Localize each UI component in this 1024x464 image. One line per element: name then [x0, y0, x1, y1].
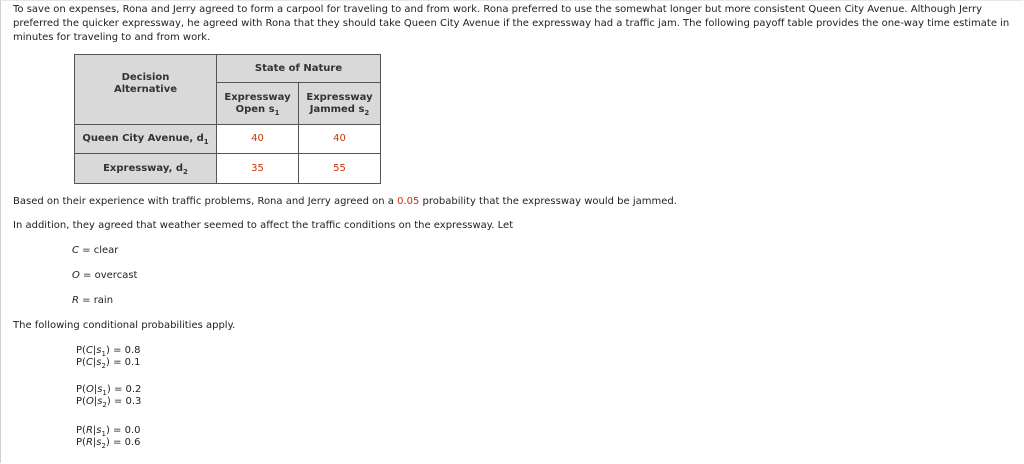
s2-sub: 2	[364, 108, 370, 117]
prob-bar: |	[92, 357, 97, 368]
experience-sentence	[13, 196, 677, 207]
prob-state: s	[96, 345, 102, 356]
prob-value: 0.2	[125, 384, 142, 395]
s2-header	[299, 83, 381, 125]
experience-after: probability that the expressway would be jammed.	[419, 196, 677, 207]
prob-state: s	[96, 437, 102, 448]
prob-state-sub: 2	[101, 442, 106, 450]
prob-bar: |	[92, 345, 97, 356]
conditional-intro: The following conditional probabilities apply.	[13, 320, 236, 331]
prob-value: 0.8	[124, 345, 141, 356]
weather-intro: In addition, they agreed that weather seemed to affect the traffic conditions on the expressway. Let	[13, 220, 514, 231]
prob-value: 0.6	[124, 437, 141, 448]
probability-group-overcast	[76, 384, 141, 408]
prob-bar: |	[93, 396, 98, 407]
probability-item	[76, 345, 141, 357]
row-label	[75, 154, 217, 184]
definition-symbol: R	[72, 295, 79, 306]
cell-value: 55	[299, 154, 381, 184]
cell-value: 35	[217, 154, 299, 184]
payoff-table	[74, 54, 381, 184]
prob-prefix: P(	[76, 384, 86, 395]
prob-suffix: ) =	[105, 345, 125, 356]
prob-event: C	[85, 357, 93, 368]
prob-event: R	[85, 437, 93, 448]
table-row	[75, 154, 381, 184]
prob-prefix: P(	[76, 345, 86, 356]
prob-prefix: P(	[76, 357, 86, 368]
s1-header	[217, 83, 299, 125]
prob-prefix: P(	[76, 425, 86, 436]
prob-state: s	[96, 357, 102, 368]
s1-header-line1: Expressway	[224, 91, 291, 103]
definition-text: = overcast	[79, 270, 138, 281]
probability-group-rain	[76, 425, 141, 449]
prob-event: R	[85, 425, 93, 436]
prob-state: s	[96, 425, 102, 436]
s1-header-line2: Open s	[235, 103, 275, 115]
prob-event: C	[85, 345, 93, 356]
probability-item	[76, 396, 141, 408]
probability-item	[76, 425, 141, 437]
intro-paragraph: To save on expenses, Rona and Jerry agreed to form a carpool for traveling to and from work. Rona preferred to use the somewhat longer but more consistent Queen City Avenue. Although Jerry preferred the quicker expressway, he agreed with Rona that they should take Queen City Avenue if the expressway had a traffic jam. The following payoff table provides the one-way time estimate in minutes for traveling to and from work.	[13, 4, 1010, 43]
prob-bar: |	[92, 425, 97, 436]
prob-value: 0.1	[124, 357, 141, 368]
prob-prefix: P(	[76, 396, 86, 407]
table-row	[75, 125, 381, 154]
definition-symbol: C	[72, 245, 79, 256]
prob-event: O	[85, 384, 94, 395]
prob-event: O	[85, 396, 94, 407]
definition-text: = clear	[78, 245, 119, 256]
decision-header	[75, 55, 217, 125]
definition-item	[72, 295, 113, 306]
definition-item	[72, 270, 137, 281]
row-label-text: Queen City Avenue, d	[82, 133, 204, 144]
prob-state: s	[97, 384, 103, 395]
decision-header-line1: Decision	[121, 71, 170, 83]
row-label-sub: 1	[203, 138, 209, 146]
definition-symbol: O	[72, 270, 80, 281]
s2-header-line2: Jammed s	[309, 103, 365, 115]
prob-state-sub: 1	[101, 430, 106, 438]
prob-state-sub: 2	[101, 362, 106, 370]
prob-suffix: ) =	[106, 384, 126, 395]
probability-item	[76, 384, 141, 396]
definition-text: = rain	[78, 295, 114, 306]
prob-suffix: ) =	[105, 437, 125, 448]
prob-state-sub: 2	[102, 401, 107, 409]
jam-probability: 0.05	[397, 196, 420, 207]
cell-value: 40	[299, 125, 381, 154]
prob-bar: |	[93, 384, 98, 395]
row-label	[75, 125, 217, 154]
prob-bar: |	[92, 437, 97, 448]
s2-header-line1: Expressway	[306, 91, 373, 103]
prob-prefix: P(	[76, 437, 86, 448]
prob-suffix: ) =	[106, 396, 126, 407]
prob-state: s	[97, 396, 103, 407]
decision-header-line2: Alternative	[113, 83, 178, 95]
s1-sub: 1	[274, 108, 280, 117]
definition-item	[72, 245, 118, 256]
prob-state-sub: 1	[101, 350, 106, 358]
prob-suffix: ) =	[105, 425, 125, 436]
probability-item	[76, 437, 141, 449]
state-of-nature-header: State of Nature	[217, 55, 381, 83]
prob-suffix: ) =	[105, 357, 125, 368]
prob-state-sub: 1	[102, 389, 107, 397]
prob-value: 0.0	[124, 425, 141, 436]
probability-item	[76, 357, 141, 369]
cell-value: 40	[217, 125, 299, 154]
row-label-sub: 2	[183, 167, 188, 176]
probability-group-clear	[76, 345, 141, 369]
experience-before: Based on their experience with traffic problems, Rona and Jerry agreed on a	[13, 196, 398, 207]
row-label-text: Expressway, d	[103, 162, 184, 174]
prob-value: 0.3	[125, 396, 142, 407]
